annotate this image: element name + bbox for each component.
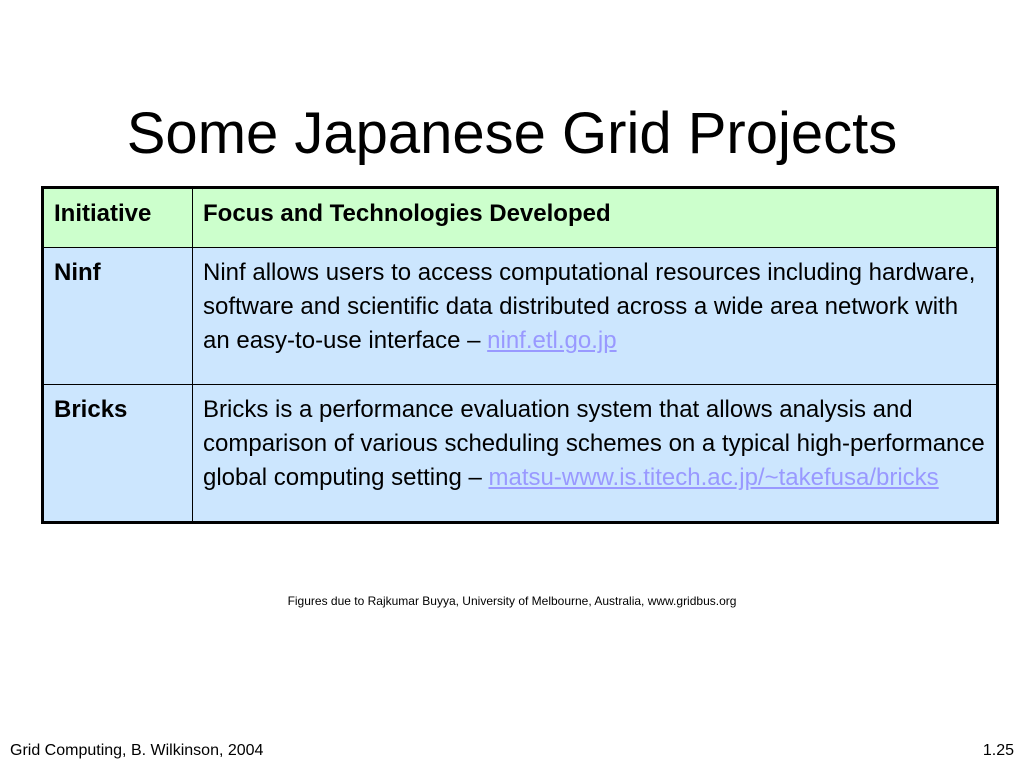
initiative-ninf: Ninf bbox=[43, 248, 193, 385]
ninf-link[interactable]: ninf.etl.go.jp bbox=[487, 327, 617, 354]
slide-title: Some Japanese Grid Projects bbox=[126, 101, 898, 166]
table-header-row bbox=[43, 188, 998, 248]
description-bricks bbox=[193, 385, 998, 523]
description-ninf bbox=[193, 248, 998, 385]
figure-credit bbox=[0, 594, 1024, 608]
description-bricks-text: Bricks is a performance evaluation system that allows analysis and comparison of various scheduling schemes on a typical high-performance global computing setting – bbox=[203, 396, 985, 491]
initiative-bricks: Bricks bbox=[43, 385, 193, 523]
bricks-link[interactable]: matsu-www.is.titech.ac.jp/~takefusa/bricks bbox=[488, 464, 939, 491]
description-ninf-text: Ninf allows users to access computational resources including hardware, software and scientific data distributed across a wide area network with an easy-to-use interface – bbox=[203, 259, 976, 354]
footer-page-number: 1.25 bbox=[982, 742, 1014, 759]
figure-credit-text: Figures due to Rajkumar Buyya, University of Melbourne, Australia, www.gridbus.org bbox=[287, 594, 737, 608]
table-row bbox=[43, 385, 998, 523]
header-focus: Focus and Technologies Developed bbox=[193, 188, 998, 248]
projects-table bbox=[41, 186, 999, 524]
footer-course: Grid Computing, B. Wilkinson, 2004 bbox=[10, 742, 264, 759]
header-initiative: Initiative bbox=[43, 188, 193, 248]
table-row bbox=[43, 248, 998, 385]
